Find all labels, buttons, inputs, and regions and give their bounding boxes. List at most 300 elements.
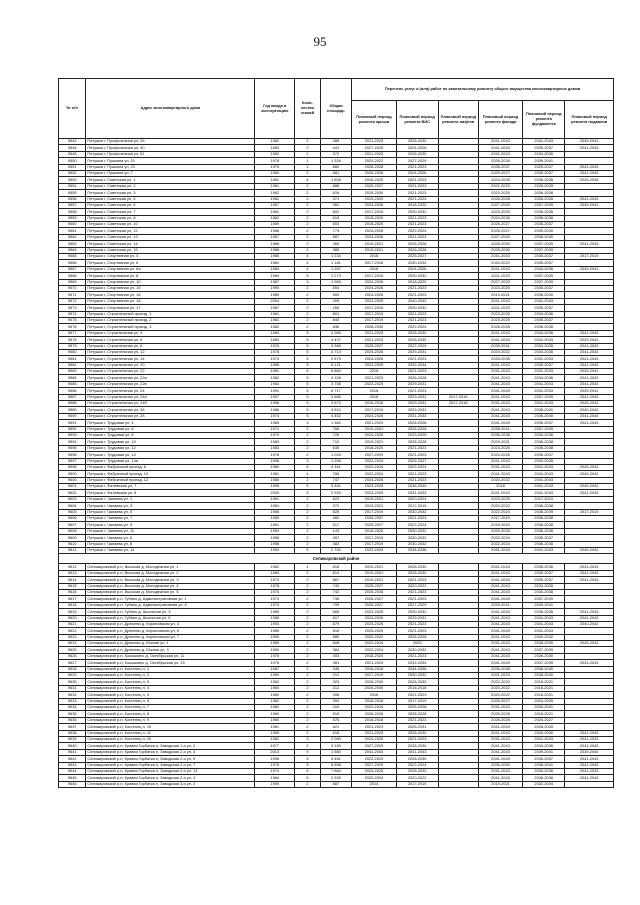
cell-facade: 2041-2043 <box>478 254 522 260</box>
cell-roof: 2023-2025 <box>352 621 396 627</box>
cell-facade: 2041-2043 <box>478 151 522 157</box>
cell-foundation: 2034-2041 <box>523 704 565 710</box>
cell-vis: 2021-2023 <box>396 471 438 477</box>
cell-foundation: 2035-2037 <box>523 535 565 541</box>
cell-num: 9561 <box>59 228 86 234</box>
cell-roof: 2027-2029 <box>352 743 396 749</box>
cell-floors: 2 <box>295 311 320 317</box>
cell-facade: 2041-2043 <box>478 641 522 647</box>
cell-roof: 2023-2025 <box>352 768 396 774</box>
cell-year: 1962 <box>255 564 295 570</box>
cell-vis: 2026-2028 <box>396 426 438 432</box>
cell-roof: 2017-2019 <box>352 317 396 323</box>
cell-roof: 2022-2024 <box>352 641 396 647</box>
cell-num: 9551 <box>59 164 86 170</box>
cell-area: 4 066 <box>320 330 352 336</box>
cell-num: 9574 <box>59 311 86 317</box>
cell-area: 880 <box>320 164 352 170</box>
cell-floors: 2 <box>295 528 320 534</box>
cell-year: 1973 <box>255 596 295 602</box>
cell-num: 9615 <box>59 583 86 589</box>
cell-basement: 2039-2041 <box>565 337 614 343</box>
cell-num: 9553 <box>59 177 86 183</box>
cell-foundation: 2031-2033 <box>523 369 565 375</box>
cell-area: 789 <box>320 471 352 477</box>
cell-floors: 5 <box>295 762 320 768</box>
cell-roof: 2018-2020 <box>352 528 396 534</box>
cell-year: 1978 <box>255 583 295 589</box>
cell-roof: 2023-2025 <box>352 490 396 496</box>
cell-year: 2013 <box>255 749 295 755</box>
cell-roof: 2035-2037 <box>352 516 396 522</box>
cell-vis: 2034-2036 <box>396 548 438 554</box>
cell-roof: 2019-2021 <box>352 577 396 583</box>
cell-facade: 2041-2043 <box>478 369 522 375</box>
cell-facade: 2041-2043 <box>478 145 522 151</box>
cell-num: 9632 <box>59 692 86 698</box>
header-services: Перечень услуг и (или) работ по капитальному ремонту общего имущества многоквартирных домов <box>352 79 614 101</box>
cell-basement: 2041-2043 <box>565 490 614 496</box>
cell-roof: 2026-2028 <box>352 170 396 176</box>
cell-vis: 2028-2030 <box>396 330 438 336</box>
cell-address: Петушки г, Фалевская ул, 8 <box>86 490 255 496</box>
cell-floors: 2 <box>295 215 320 221</box>
cell-vis: 2030-2032 <box>396 535 438 541</box>
cell-roof: 2017-2019 <box>352 541 396 547</box>
cell-year: 1962 <box>255 177 295 183</box>
cell-address: Петушки г, Строительный проезд, 1 <box>86 311 255 317</box>
cell-facade: 2041-2043 <box>478 704 522 710</box>
cell-basement: 2017-2019 <box>565 254 614 260</box>
cell-address: Петушки г, Чапаева ул, 3 <box>86 503 255 509</box>
cell-year: 1965 <box>255 420 295 426</box>
cell-year: 1990 <box>255 634 295 640</box>
cell-address: Петушки г, Трудовая ул, 4 <box>86 420 255 426</box>
cell-roof: 2024-2026 <box>352 285 396 291</box>
cell-foundation: 2041-2043 <box>523 298 565 304</box>
cell-vis: 2021-2023 <box>396 477 438 483</box>
cell-vis: 2021-2023 <box>396 164 438 170</box>
cell-facade: 2023-2025 <box>478 311 522 317</box>
cell-vis: 2017-2019 <box>396 503 438 509</box>
cell-year: 1984 <box>255 273 295 279</box>
cell-area: 618 <box>320 730 352 736</box>
cell-area: 814 <box>320 570 352 576</box>
cell-num: 9577 <box>59 330 86 336</box>
cell-vis: 2026-2028 <box>396 247 438 253</box>
cell-address: Селижаровский р-н, Кривая Горбатка п, Заводская 2-я ул, 4 <box>86 775 255 781</box>
cell-floors: 3 <box>295 736 320 742</box>
cell-area: 410 <box>320 704 352 710</box>
cell-year: 1969 <box>255 641 295 647</box>
cell-year: 1981 <box>255 471 295 477</box>
cell-foundation: 2026-2030 <box>523 730 565 736</box>
cell-address: Петушки г, Советская ул, 10 <box>86 222 255 228</box>
cell-vis: 2030-2032 <box>396 509 438 515</box>
cell-num: 9612 <box>59 564 86 570</box>
cell-floors: 2 <box>295 679 320 685</box>
cell-num: 9610 <box>59 541 86 547</box>
cell-vis: 2016-2018 <box>396 685 438 691</box>
cell-num: 9571 <box>59 292 86 298</box>
cell-roof: 2019-2021 <box>352 564 396 570</box>
cell-foundation: 2041-2043 <box>523 337 565 343</box>
cell-facade: 2041-2043 <box>478 407 522 413</box>
cell-foundation: 2037-2039 <box>523 647 565 653</box>
section-title: Селижаровский район <box>59 554 614 564</box>
cell-num: 9646 <box>59 781 86 787</box>
cell-floors: 2 <box>295 522 320 528</box>
cell-roof: 2025-2027 <box>352 183 396 189</box>
cell-facade: 2021-2023 <box>478 305 522 311</box>
cell-roof: 2027-2029 <box>352 145 396 151</box>
cell-roof: 2026-2027 <box>352 602 396 608</box>
cell-floors: 5 <box>295 407 320 413</box>
cell-floors: 2 <box>295 666 320 672</box>
cell-num: 9609 <box>59 535 86 541</box>
cell-facade: 2033-2035 <box>478 356 522 362</box>
cell-address: Селижаровский р-н, Высокая д, Молодежная ул, 4 <box>86 583 255 589</box>
cell-num: 9555 <box>59 190 86 196</box>
cell-floors: 2 <box>295 202 320 208</box>
cell-foundation: 2036-2038 <box>523 177 565 183</box>
cell-facade: 2022-2024 <box>478 679 522 685</box>
cell-num: 9598 <box>59 464 86 470</box>
cell-floors: 5 <box>295 330 320 336</box>
cell-address: Селижаровский р-н, Кривая Горбатка п, Заводская 3-я ул, 2 <box>86 781 255 787</box>
cell-year: 1959 <box>255 781 295 787</box>
cell-facade: 2041-2043 <box>478 337 522 343</box>
cell-num: 9580 <box>59 349 86 355</box>
cell-area: 384 <box>320 647 352 653</box>
cell-address: Петушки г, Строительная ул, 28 <box>86 413 255 419</box>
cell-roof: 2041-2043 <box>352 749 396 755</box>
cell-facade: 2041-2043 <box>478 564 522 570</box>
cell-roof: 2025-2027 <box>352 522 396 528</box>
cell-roof: 2016 <box>352 369 396 375</box>
cell-floors: 2 <box>295 496 320 502</box>
cell-foundation: 2041-2043 <box>523 477 565 483</box>
cell-facade: 2021-2023 <box>478 183 522 189</box>
cell-area: 515 <box>320 711 352 717</box>
cell-facade: 2041-2043 <box>478 749 522 755</box>
cell-floors: 2 <box>295 432 320 438</box>
cell-floors: 2 <box>295 628 320 634</box>
cell-area: 740 <box>320 583 352 589</box>
cell-area: 616 <box>320 190 352 196</box>
cell-facade: 2021-2023 <box>478 273 522 279</box>
cell-roof: 2024-2026 <box>352 292 396 298</box>
cell-elevator <box>438 781 478 787</box>
header-elevator: Плановый период ремонта лифтов <box>438 101 478 139</box>
cell-basement: 2041-2043 <box>565 362 614 368</box>
cell-foundation: 2031-2033 <box>523 388 565 394</box>
cell-roof: 2021-2023 <box>352 730 396 736</box>
cell-vis: 2029-2031 <box>396 349 438 355</box>
cell-vis: 2030-2032 <box>396 528 438 534</box>
cell-facade: 2020-2022 <box>478 685 522 691</box>
cell-area: 576 <box>320 717 352 723</box>
cell-area: 587 <box>320 234 352 240</box>
cell-floors: 2 <box>295 724 320 730</box>
cell-foundation: 2017-2019 <box>523 496 565 502</box>
cell-year: 1962 <box>255 704 295 710</box>
cell-foundation: 2041-2043 <box>523 401 565 407</box>
cell-foundation: 2035-2037 <box>523 570 565 576</box>
cell-foundation: 2035-2037 <box>523 577 565 583</box>
cell-address: Селижаровский р-н, Кокошкино д, Октябрьская ул, 15 <box>86 660 255 666</box>
cell-address: Селижаровский р-н, Кривая Горбатка п, Заводская 2-я ул, 4 <box>86 749 255 755</box>
cell-roof: 2021-2023 <box>352 420 396 426</box>
cell-floors: 4 <box>295 471 320 477</box>
cell-floors: 2 <box>295 196 320 202</box>
cell-address: Петушки г, Советская ул, 2 <box>86 183 255 189</box>
cell-roof: 2023-2025 <box>352 298 396 304</box>
cell-address: Селижаровский р-н, Кривая Горбатка п, Заводская 2-я ул, 13 <box>86 768 255 774</box>
cell-address: Петушки г, Строительная ул, 22а <box>86 375 255 381</box>
cell-roof: 2022-2024 <box>352 471 396 477</box>
cell-address: Селижаровский р-н, Кривая Горбатка п, Заводская 2-я ул, 7 <box>86 762 255 768</box>
cell-num: 9602 <box>59 490 86 496</box>
cell-basement: 2040-2042 <box>565 621 614 627</box>
cell-facade: 2041-2043 <box>478 756 522 762</box>
header-num: № п/п <box>59 79 86 139</box>
cell-foundation: 2034-2036 <box>523 266 565 272</box>
cell-facade: 2041-2043 <box>478 381 522 387</box>
cell-vis: 2026-2028 <box>396 634 438 640</box>
cell-year: 1989 <box>255 292 295 298</box>
cell-foundation: 2025-2027 <box>523 164 565 170</box>
cell-address: Петушки г, Советская ул, 3 <box>86 190 255 196</box>
cell-year: 1975 <box>255 164 295 170</box>
cell-year: 1958 <box>255 535 295 541</box>
cell-num: 9542 <box>59 139 86 145</box>
cell-floors: 2 <box>295 781 320 787</box>
header-foundation: Плановый период ремонта фундамента <box>523 101 565 139</box>
cell-facade: 2027-2029 <box>478 202 522 208</box>
cell-num: 9618 <box>59 602 86 608</box>
cell-roof: 2023-2025 <box>352 609 396 615</box>
cell-floors: 5 <box>295 349 320 355</box>
cell-vis: 2026-2028 <box>396 439 438 445</box>
cell-floors: 5 <box>295 548 320 554</box>
cell-num: 9584 <box>59 375 86 381</box>
cell-vis: 2026-2028 <box>396 420 438 426</box>
cell-address: Петушки г, Пушкина ул, 21 <box>86 158 255 164</box>
cell-roof: 2021-2023 <box>352 375 396 381</box>
cell-roof: 2024-2026 <box>352 477 396 483</box>
cell-num: 9588 <box>59 401 86 407</box>
cell-roof: 2018-2020 <box>352 215 396 221</box>
cell-year: 1961 <box>255 503 295 509</box>
cell-year: 1978 <box>255 452 295 458</box>
cell-floors: 2 <box>295 673 320 679</box>
cell-num: 9591 <box>59 420 86 426</box>
cell-address: Селижаровский р-н, Дрючево д, Южная ул, 1 <box>86 641 255 647</box>
cell-address: Селижаровский р-н, Дрючево д, Южная ул, 3 <box>86 647 255 653</box>
cell-year: 1954 <box>255 528 295 534</box>
cell-foundation: 2040-2042 <box>523 634 565 640</box>
cell-roof: 2018-2020 <box>352 222 396 228</box>
cell-vis: 2021-2023 <box>396 285 438 291</box>
cell-facade: 2020-2022 <box>478 503 522 509</box>
cell-facade: 2026-2028 <box>478 717 522 723</box>
cell-area: 840 <box>320 317 352 323</box>
cell-basement: 2041-2043 <box>565 768 614 774</box>
cell-facade: 2041-2043 <box>478 589 522 595</box>
cell-num: 9606 <box>59 516 86 522</box>
cell-num: 9590 <box>59 413 86 419</box>
cell-foundation: 2034-2036 <box>523 743 565 749</box>
cell-vis: 2030-2032 <box>396 609 438 615</box>
cell-area: 816 <box>320 564 352 570</box>
cell-foundation: 2035-2037 <box>523 170 565 176</box>
cell-year: 1977 <box>255 743 295 749</box>
cell-floors: 1 <box>295 564 320 570</box>
cell-address: Петушки г, Спортивная ул, 6 <box>86 260 255 266</box>
cell-roof: 2028-2030 <box>352 324 396 330</box>
cell-floors: 2 <box>295 305 320 311</box>
cell-floors: 2 <box>295 516 320 522</box>
cell-roof: 2021-2023 <box>352 337 396 343</box>
cell-address: Петушки г, Советская ул, 13 <box>86 234 255 240</box>
cell-year: 1976 <box>255 762 295 768</box>
cell-facade: 2038-2041 <box>478 426 522 432</box>
cell-area: 559 <box>320 292 352 298</box>
cell-address: Селижаровский р-н, Кокошкино д, Октябрьская ул, 11 <box>86 653 255 659</box>
cell-num: 9625 <box>59 647 86 653</box>
cell-facade: 2036-2038 <box>478 666 522 672</box>
cell-num: 9562 <box>59 234 86 240</box>
cell-vis: 2028-2030 <box>396 756 438 762</box>
cell-roof: 2026-2028 <box>352 711 396 717</box>
cell-roof: 2023-2025 <box>352 362 396 368</box>
cell-foundation: 2037-2039 <box>523 279 565 285</box>
cell-num: 9599 <box>59 471 86 477</box>
cell-facade: 2026-2028 <box>478 196 522 202</box>
cell-vis: 2030-2032 <box>396 541 438 547</box>
cell-area: 3 673 <box>320 401 352 407</box>
cell-area: 5 121 <box>320 362 352 368</box>
cell-facade: 2041-2043 <box>478 609 522 615</box>
cell-vis: 2021-2023 <box>396 452 438 458</box>
cell-floors: 5 <box>295 413 320 419</box>
cell-floors: 5 <box>295 337 320 343</box>
cell-facade: 2017-2019 <box>478 516 522 522</box>
cell-roof: 2019-2021 <box>352 241 396 247</box>
cell-vis: 2020-2024 <box>396 496 438 502</box>
cell-basement: 2040-2042 <box>565 401 614 407</box>
cell-floors: 2 <box>295 711 320 717</box>
cell-area: 371 <box>320 196 352 202</box>
cell-floors: 5 <box>295 484 320 490</box>
cell-roof: 2016-2018 <box>352 401 396 407</box>
cell-address: Петушки г, Спортивная ул, 8 <box>86 273 255 279</box>
cell-address: Петушки г, Спортивная ул, 16 <box>86 292 255 298</box>
cell-floors: 2 <box>295 577 320 583</box>
cell-floors: 5 <box>295 343 320 349</box>
cell-vis: 2030-2032 <box>396 273 438 279</box>
cell-vis: 2021-2023 <box>396 589 438 595</box>
cell-num: 9566 <box>59 260 86 266</box>
cell-address: Петушки г, Строительная ул, 12 <box>86 349 255 355</box>
cell-floors: 2 <box>295 730 320 736</box>
cell-floors: 4 <box>295 254 320 260</box>
cell-year: 1984 <box>255 266 295 272</box>
cell-year: 1962 <box>255 196 295 202</box>
cell-floors: 9 <box>295 749 320 755</box>
cell-facade: 2020-2022 <box>478 260 522 266</box>
cell-vis: 2030-2032 <box>396 647 438 653</box>
cell-foundation: 2037-2039 <box>523 596 565 602</box>
cell-year: 1996 <box>255 401 295 407</box>
cell-facade: 2041-2043 <box>478 471 522 477</box>
cell-address: Петушки г, Профсоюзная ул, 26 <box>86 139 255 145</box>
cell-roof: 2022-2024 <box>352 647 396 653</box>
cell-area: 372 <box>320 503 352 509</box>
cell-address: Петушки г, Строительная ул, 4 <box>86 330 255 336</box>
cell-roof: 2017-2019 <box>352 407 396 413</box>
cell-num: 9564 <box>59 247 86 253</box>
cell-floors: 2 <box>295 692 320 698</box>
cell-year: 1965 <box>255 730 295 736</box>
cell-basement: 2041-2043 <box>565 762 614 768</box>
cell-facade: 2041-2043 <box>478 660 522 666</box>
cell-vis: 2028-2030 <box>396 570 438 576</box>
cell-basement: 2039-2041 <box>565 369 614 375</box>
cell-foundation: 2034-2036 <box>523 349 565 355</box>
cell-num: 9620 <box>59 615 86 621</box>
cell-foundation: 2038-2040 <box>523 234 565 240</box>
cell-num: 9585 <box>59 381 86 387</box>
cell-floors: 2 <box>295 145 320 151</box>
cell-floors: 2 <box>295 641 320 647</box>
cell-facade: 2022-2024 <box>478 535 522 541</box>
cell-year: 1960 <box>255 170 295 176</box>
cell-num: 9592 <box>59 426 86 432</box>
cell-foundation: 2036-2038 <box>523 503 565 509</box>
cell-basement: 2041-2043 <box>565 577 614 583</box>
cell-year: 1987 <box>255 279 295 285</box>
cell-num: 9630 <box>59 679 86 685</box>
cell-area: 441 <box>320 145 352 151</box>
cell-facade: 2041-2043 <box>478 583 522 589</box>
cell-foundation: 2035-2037 <box>523 420 565 426</box>
cell-num: 9607 <box>59 522 86 528</box>
cell-year: 1960 <box>255 692 295 698</box>
cell-floors: 2 <box>295 247 320 253</box>
cell-facade: 2041-2043 <box>478 375 522 381</box>
cell-roof: 2017-2019 <box>352 273 396 279</box>
cell-facade: 2025-2027 <box>478 170 522 176</box>
cell-roof: 2024-2026 <box>352 413 396 419</box>
cell-num: 9567 <box>59 266 86 272</box>
cell-floors: 1 <box>295 158 320 164</box>
cell-area: 385 <box>320 247 352 253</box>
cell-vis: 2021-2023 <box>396 190 438 196</box>
cell-basement: 2041-2043 <box>565 330 614 336</box>
cell-year: 1975 <box>255 660 295 666</box>
cell-year: 2004 <box>255 298 295 304</box>
cell-year: 1985 <box>255 254 295 260</box>
cell-num: 9601 <box>59 484 86 490</box>
cell-facade: 2021-2023 <box>478 673 522 679</box>
cell-vis: 2023-2025 <box>396 432 438 438</box>
cell-foundation: 2041-2043 <box>523 139 565 145</box>
cell-facade: 2024-2026 <box>478 452 522 458</box>
header-basement: Плановый период ремонта подвалов <box>565 101 614 139</box>
cell-floors: 5 <box>295 464 320 470</box>
